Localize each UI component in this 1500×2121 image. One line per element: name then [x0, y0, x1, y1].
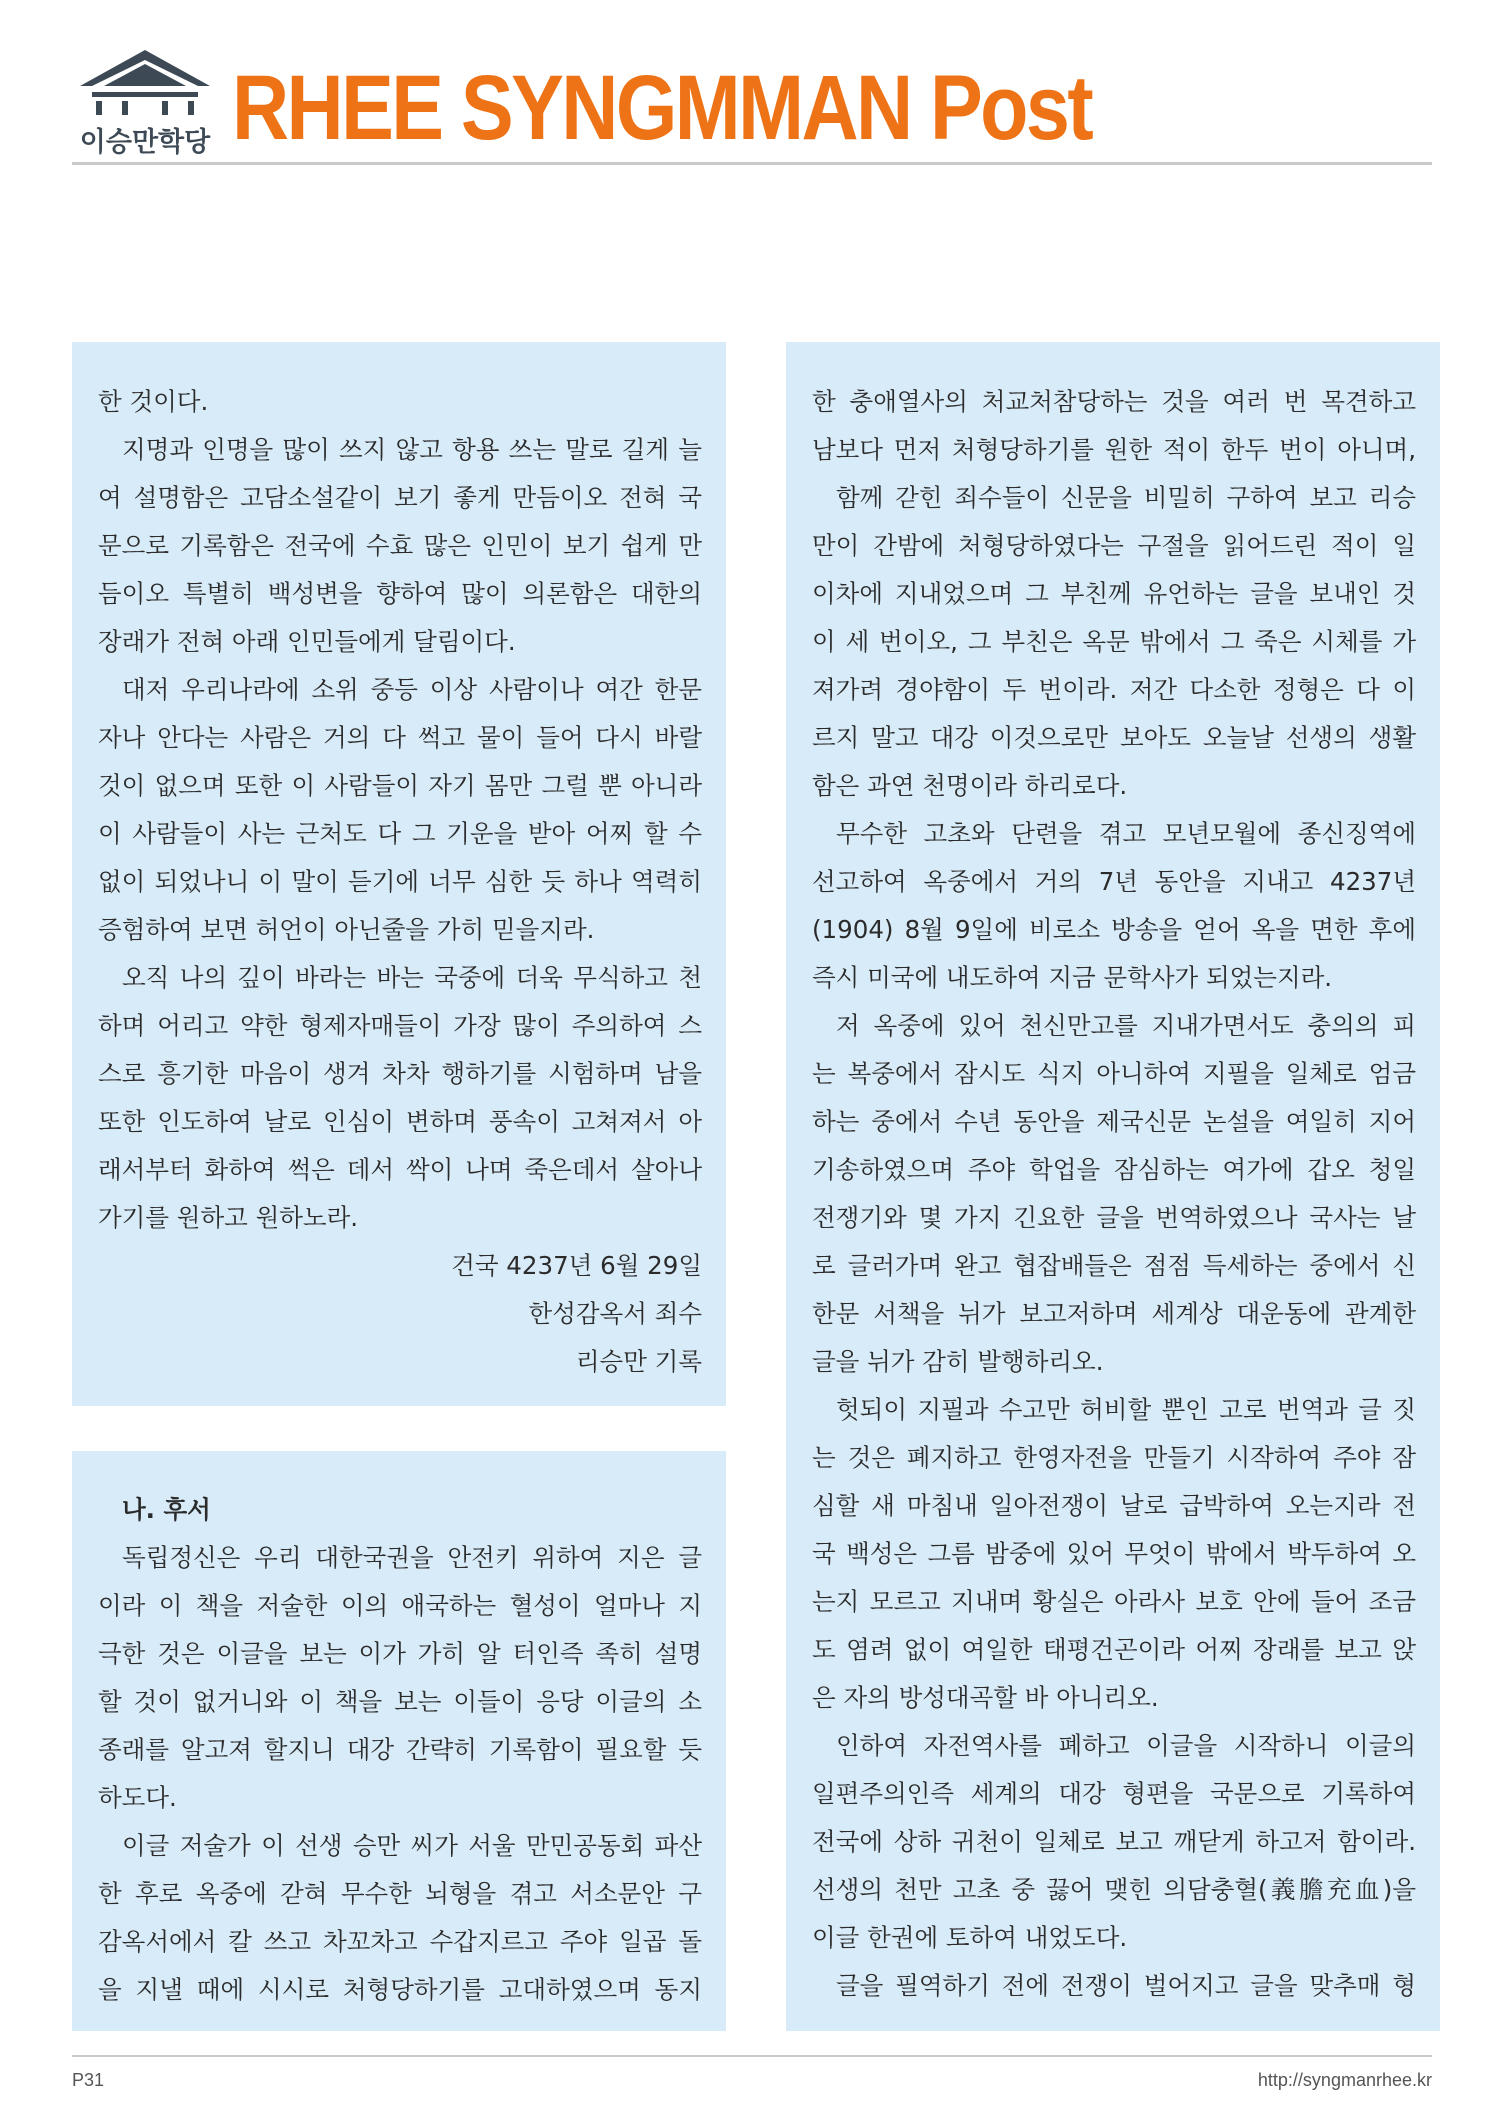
text-line: 함께 갇힌 죄수들이 신문을 비밀히 구하여 보고 리승: [836, 483, 1416, 512]
text-line: 선고하여 옥중에서 거의 7년 동안을 지내고 4237년: [812, 867, 1416, 896]
text-line: 오직 나의 깊이 바라는 바는 국중에 더욱 무식하고 천: [122, 963, 702, 992]
text-line: 헛되이 지필과 수고만 허비할 뿐인 고로 번역과 글 짓: [836, 1395, 1416, 1424]
text-line: 하는 중에서 수년 동안을 제국신문 논설을 여일히 지어: [812, 1107, 1416, 1136]
text-line: 종래를 알고져 할지니 대강 간략히 기록함이 필요할 듯: [98, 1735, 702, 1764]
text-line: 문으로 기록함은 전국에 수효 많은 인민이 보기 쉽게 만: [98, 531, 702, 560]
text-line: 이글 한권에 토하여 내었도다.: [812, 1923, 1128, 1952]
text-line: 장래가 전혀 아래 인민들에게 달림이다.: [98, 627, 516, 656]
text-line: 심할 새 마침내 일아전쟁이 날로 급박하여 오는지라 전: [812, 1491, 1416, 1520]
text-line: 전국에 상하 귀천이 일체로 보고 깨닫게 하고저 함이라.: [812, 1827, 1416, 1856]
text-line: 것이 없으며 또한 이 사람들이 자기 몸만 그럴 뿐 아니라: [98, 771, 702, 800]
text-line: 이 사람들이 사는 근처도 다 그 기운을 받아 어찌 할 수: [98, 819, 702, 848]
text-line: 는 것은 폐지하고 한영자전을 만들기 시작하여 주야 잠: [812, 1443, 1416, 1472]
text-line: 감옥서에서 칼 쓰고 차꼬차고 수갑지르고 주야 일곱 돌: [98, 1927, 702, 1956]
text-line: 스로 흥기한 마음이 생겨 차차 행하기를 시험하며 남을: [98, 1059, 702, 1088]
text-line: 이글 저술가 이 선생 승만 씨가 서울 만민공동회 파산: [122, 1831, 702, 1860]
text-line: 을 지낼 때에 시시로 처형당하기를 고대하였으며 동지: [98, 1975, 702, 2004]
text-line: 는 복중에서 잠시도 식지 아니하여 지필을 일체로 엄금: [812, 1059, 1416, 1088]
text-line: 국 백성은 그름 밤중에 있어 무엇이 밖에서 박두하여 오: [812, 1539, 1416, 1568]
text-line: 인하여 자전역사를 폐하고 이글을 시작하니 이글의: [836, 1731, 1416, 1760]
signature-author: 리승만 기록: [575, 1347, 702, 1376]
footer-divider: [72, 2055, 1432, 2057]
text-line: 선생의 천만 고초 중 끓어 맺힌 의담충혈(義膽充血)을: [812, 1875, 1416, 1904]
text-line: 글을 필역하기 전에 전쟁이 벌어지고 글을 맞추매 형: [836, 1971, 1416, 2000]
text-line: 또한 인도하여 날로 인심이 변하며 풍속이 고쳐져서 아: [98, 1107, 702, 1136]
column-3: [812, 378, 1416, 2010]
text-line: 글을 뉘가 감히 발행하리오.: [812, 1347, 1104, 1376]
text-line: (1904) 8월 9일에 비로소 방송을 얻어 옥을 면한 후에: [812, 915, 1416, 944]
text-line: 도 염려 없이 여일한 태평건곤이라 어찌 장래를 보고 앉: [812, 1635, 1416, 1664]
page-number: P31: [72, 2070, 105, 2090]
text-line: 하며 어리고 약한 형제자매들이 가장 많이 주의하여 스: [98, 1011, 702, 1040]
header-divider: [72, 162, 1432, 165]
text-line: 남보다 먼저 처형당하기를 원한 적이 한두 번이 아니며,: [812, 435, 1416, 464]
text-line: 은 자의 방성대곡할 바 아니리오.: [812, 1683, 1159, 1712]
text-line: 전쟁기와 몇 가지 긴요한 글을 번역하였으나 국사는 날: [812, 1203, 1416, 1232]
signature-place: 한성감옥서 죄수: [528, 1299, 702, 1328]
section-heading: 나. 후서: [122, 1495, 211, 1524]
text-line: 일편주의인즉 세계의 대강 형편을 국문으로 기록하여: [812, 1779, 1416, 1808]
school-house-icon: [70, 48, 220, 120]
text-line: 로 글러가며 완고 협잡배들은 점점 득세하는 중에서 신: [812, 1251, 1416, 1280]
text-line: 여 설명함은 고담소설같이 보기 좋게 만듬이오 전혀 국: [98, 483, 702, 512]
text-line: 하도다.: [98, 1783, 177, 1812]
text-line: 자나 안다는 사람은 거의 다 썩고 물이 들어 다시 바랄: [98, 723, 702, 752]
text-line: 지명과 인명을 많이 쓰지 않고 항용 쓰는 말로 길게 늘: [122, 435, 702, 464]
text-line: 즉시 미국에 내도하여 지금 문학사가 되었는지라.: [812, 963, 1333, 992]
text-line: 이 세 번이오, 그 부친은 옥문 밖에서 그 죽은 시체를 가: [812, 627, 1416, 656]
logo-text: 이승만학당: [79, 127, 211, 158]
text-line: 이라 이 책을 저술한 이의 애국하는 혈성이 얼마나 지: [98, 1591, 702, 1620]
text-line: 르지 말고 대강 이것으로만 보아도 오늘날 선생의 생활: [812, 723, 1416, 752]
text-line: 극한 것은 이글을 보는 이가 가히 알 터인즉 족히 설명: [98, 1639, 702, 1668]
text-line: 듬이오 특별히 백성변을 향하여 많이 의론함은 대한의: [98, 579, 702, 608]
text-line: 함은 과연 천명이라 하리로다.: [812, 771, 1128, 800]
logo: [70, 48, 220, 158]
signature-date: 건국 4237년 6월 29일: [451, 1251, 702, 1280]
text-line: 래서부터 화하여 썩은 데서 싹이 나며 죽은데서 살아나: [98, 1155, 702, 1184]
column-1: [98, 378, 702, 1386]
publication-title: RHEE SYNGMMAN Post: [232, 57, 1092, 159]
website-link[interactable]: http://syngmanrhee.kr: [1257, 2070, 1432, 2090]
text-line: 한문 서책을 뉘가 보고저하며 세계상 대운동에 관계한: [812, 1299, 1416, 1328]
text-line: 없이 되었나니 이 말이 듣기에 너무 심한 듯 하나 역력히: [98, 867, 702, 896]
column-2: [98, 1486, 702, 2014]
text-line: 한 후로 옥중에 갇혀 무수한 뇌형을 겪고 서소문안 구: [98, 1879, 702, 1908]
text-line: 기송하였으며 주야 학업을 잠심하는 여가에 갑오 청일: [812, 1155, 1416, 1184]
header: [70, 48, 1432, 168]
text-line: 한 충애열사의 처교처참당하는 것을 여러 번 목견하고: [812, 387, 1416, 416]
text-line: 무수한 고초와 단련을 겪고 모년모월에 종신징역에: [836, 819, 1416, 848]
text-line: 할 것이 없거니와 이 책을 보는 이들이 응당 이글의 소: [98, 1687, 702, 1716]
text-line: 독립정신은 우리 대한국권을 안전키 위하여 지은 글: [122, 1543, 702, 1572]
text-line: 증험하여 보면 허언이 아닌줄을 가히 믿을지라.: [98, 915, 595, 944]
text-line: 대저 우리나라에 소위 중등 이상 사람이나 여간 한문: [122, 675, 702, 704]
text-line: 가기를 원하고 원하노라.: [98, 1203, 359, 1232]
text-line: 저 옥중에 있어 천신만고를 지내가면서도 충의의 피: [836, 1011, 1416, 1040]
text-line: 이차에 지내었으며 그 부친께 유언하는 글을 보내인 것: [812, 579, 1416, 608]
text-line: 한 것이다.: [98, 387, 209, 416]
text-line: 져가려 경야함이 두 번이라. 저간 다소한 정형은 다 이: [812, 675, 1416, 704]
text-line: 만이 간밤에 처형당하였다는 구절을 읽어드린 적이 일: [812, 531, 1416, 560]
text-line: 는지 모르고 지내며 황실은 아라사 보호 안에 들어 조금: [812, 1587, 1416, 1616]
